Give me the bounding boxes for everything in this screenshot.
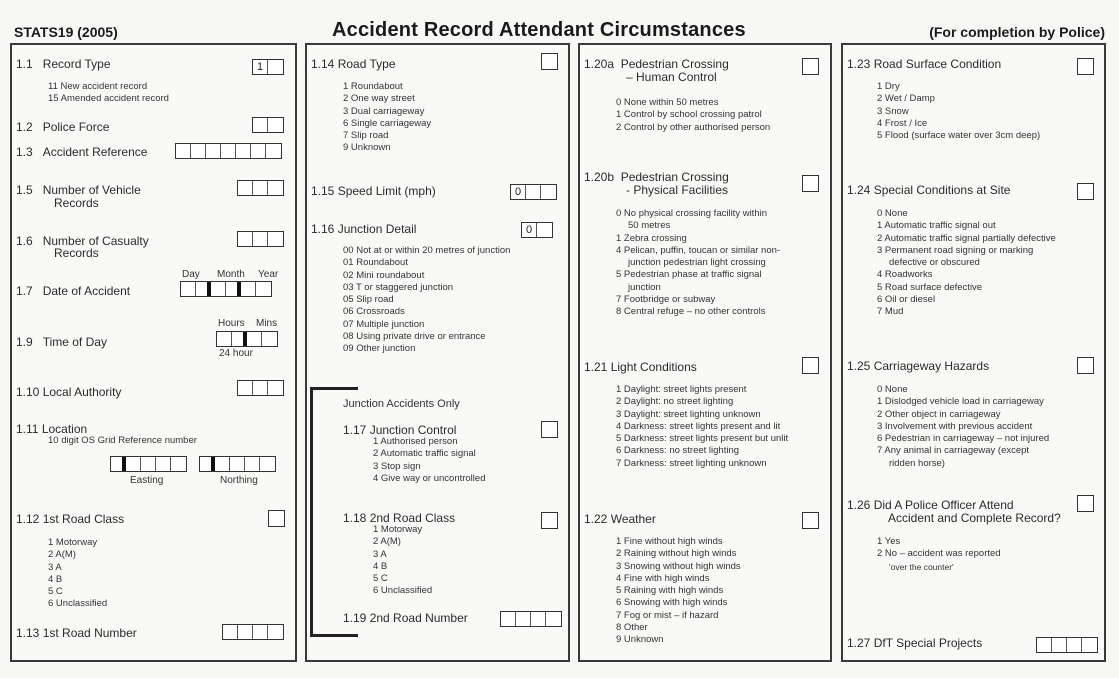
field-police-force-label: 1.2 Police Force: [16, 120, 110, 134]
ped-crossing-human-options: 0 None within 50 metres 1 Control by school crossing patrol 2 Control by other authorised person: [616, 97, 771, 133]
field-road-type-label: 1.14 Road Type: [311, 57, 396, 71]
time-24hour-note: 24 hour: [219, 348, 253, 359]
time-of-day-input[interactable]: [216, 331, 278, 347]
field-police-attend-label-2: Accident and Complete Record?: [888, 511, 1061, 525]
page-title: Accident Record Attendant Circumstances: [332, 19, 746, 41]
column-2: [305, 43, 570, 662]
field-local-authority-label: 1.10 Local Authority: [16, 385, 122, 399]
field-junction-control-label: 1.17 Junction Control: [343, 423, 457, 437]
carriageway-hazards-input[interactable]: [1077, 357, 1094, 374]
vehicle-records-input[interactable]: [237, 180, 284, 196]
time-hours-caption: Hours: [218, 318, 245, 329]
time-mins-caption: Mins: [256, 318, 278, 329]
field-junction-detail-label: 1.16 Junction Detail: [311, 222, 417, 236]
special-conditions-options: 0 None 1 Automatic traffic signal out 2 Automatic traffic signal partially defective 3 Permanent road signing or marking defective or obscured 4 Roadworks 5 Road surface defective 6 Oil or diesel 7 Mud: [877, 208, 1056, 318]
easting-input[interactable]: [110, 456, 187, 472]
light-conditions-input[interactable]: [802, 357, 819, 374]
column-3: [578, 43, 832, 662]
date-day-caption: Day: [182, 269, 200, 280]
field-location-label: 1.11 Location: [16, 422, 88, 436]
field-date-label: 1.7 Date of Accident: [16, 284, 131, 298]
field-ped-crossing-human-label-2: – Human Control: [626, 70, 717, 84]
road-surface-options: 1 Dry 2 Wet / Damp 3 Snow 4 Frost / Ice 5 Flood (surface water over 3cm deep): [877, 81, 1041, 142]
field-1st-road-class-label: 1.12 1st Road Class: [16, 512, 125, 526]
2nd-road-number-input[interactable]: [500, 611, 562, 627]
record-type-options: 11 New accident record 15 Amended accident record: [48, 81, 169, 105]
field-time-label: 1.9 Time of Day: [16, 335, 107, 349]
field-casualty-records-label-2: Records: [54, 246, 99, 260]
2nd-road-class-input[interactable]: [541, 512, 558, 529]
junction-control-options: 1 Authorised person 2 Automatic traffic signal 3 Stop sign 4 Give way or uncontrolled: [373, 436, 486, 484]
ped-crossing-human-input[interactable]: [802, 58, 819, 75]
road-surface-input[interactable]: [1077, 58, 1094, 75]
junction-accidents-heading: Junction Accidents Only: [343, 398, 460, 410]
date-month-caption: Month: [217, 269, 245, 280]
field-vehicle-records-label-2: Records: [54, 196, 99, 210]
dft-special-projects-input[interactable]: [1036, 637, 1098, 653]
casualty-records-input[interactable]: [237, 231, 284, 247]
field-2nd-road-class-label: 1.18 2nd Road Class: [343, 511, 456, 525]
2nd-road-class-options: 1 Motorway 2 A(M) 3 A 4 B 5 C 6 Unclassified: [373, 524, 433, 597]
local-authority-input[interactable]: [237, 380, 284, 396]
column-1: [10, 43, 297, 662]
field-weather-label: 1.22 Weather: [584, 512, 656, 526]
carriageway-hazards-options: 0 None 1 Dislodged vehicle load in carriageway 2 Other object in carriageway 3 Involvement with previous accident 6 Pedestrian in carriageway – not injured 7 Any animal in carriageway (except ridden horse): [877, 384, 1050, 469]
road-type-options: 1 Roundabout 2 One way street 3 Dual carriageway 6 Single carriageway 7 Slip road 9 Unknown: [343, 81, 432, 154]
1st-road-number-input[interactable]: [222, 624, 284, 640]
field-dft-special-projects-label: 1.27 DfT Special Projects: [847, 636, 983, 650]
northing-caption: Northing: [220, 475, 258, 486]
speed-limit-input[interactable]: 0: [510, 184, 557, 200]
1st-road-class-options: 1 Motorway 2 A(M) 3 A 4 B 5 C 6 Unclassified: [48, 537, 108, 610]
weather-options: 1 Fine without high winds 2 Raining without high winds 3 Snowing without high winds 4 Fine with high winds 5 Raining with high winds 6 Snowing with high winds 7 Fog or mist – if hazard 8 Other 9 Unknown: [616, 536, 741, 646]
1st-road-class-input[interactable]: [268, 510, 285, 527]
field-record-type-label: 1.1 Record Type: [16, 57, 111, 71]
field-speed-limit-label: 1.15 Speed Limit (mph): [311, 184, 436, 198]
weather-input[interactable]: [802, 512, 819, 529]
light-conditions-options: 1 Daylight: street lights present 2 Daylight: no street lighting 3 Daylight: street lighting unknown 4 Darkness: street lights present and lit 5 Darkness: street lights present but unlit 6 Darkness: no street lighting 7 Darkness: street lighting unknown: [616, 384, 789, 469]
field-ped-crossing-human-label: 1.20a Pedestrian Crossing: [584, 57, 729, 71]
accident-reference-input[interactable]: [175, 143, 282, 159]
easting-caption: Easting: [130, 475, 164, 486]
field-carriageway-hazards-label: 1.25 Carriageway Hazards: [847, 359, 990, 373]
field-vehicle-records-label: 1.5 Number of Vehicle: [16, 183, 141, 197]
date-year-caption: Year: [258, 269, 279, 280]
field-casualty-records-label: 1.6 Number of Casualty: [16, 234, 149, 248]
location-subtitle: 10 digit OS Grid Reference number: [48, 435, 197, 446]
completion-note: (For completion by Police): [929, 24, 1105, 40]
police-attend-options: 1 Yes 2 No – accident was reported 'over the counter': [877, 536, 1001, 572]
field-police-attend-label: 1.26 Did A Police Officer Attend: [847, 498, 1014, 512]
field-special-conditions-label: 1.24 Special Conditions at Site: [847, 183, 1011, 197]
police-force-input[interactable]: [252, 117, 284, 133]
police-attend-input[interactable]: [1077, 495, 1094, 512]
field-ped-crossing-physical-label-2: - Physical Facilities: [626, 183, 729, 197]
junction-detail-options: 00 Not at or within 20 metres of junction 01 Roundabout 02 Mini roundabout 03 T or staggered junction 05 Slip road 06 Crossroads 07 Multiple junction 08 Using private drive or entrance 09 Other junction: [343, 245, 511, 355]
column-4: [841, 43, 1106, 662]
record-type-input[interactable]: 1: [252, 59, 284, 75]
field-light-conditions-label: 1.21 Light Conditions: [584, 360, 697, 374]
date-of-accident-input[interactable]: [180, 281, 272, 297]
road-type-input[interactable]: [541, 53, 558, 70]
form-id: STATS19 (2005): [14, 24, 118, 40]
field-2nd-road-number-label: 1.19 2nd Road Number: [343, 611, 468, 625]
ped-crossing-physical-input[interactable]: [802, 175, 819, 192]
junction-detail-input[interactable]: 0: [521, 222, 553, 238]
junction-control-input[interactable]: [541, 421, 558, 438]
northing-input[interactable]: [199, 456, 276, 472]
field-ped-crossing-physical-label: 1.20b Pedestrian Crossing: [584, 170, 729, 184]
field-1st-road-number-label: 1.13 1st Road Number: [16, 626, 137, 640]
special-conditions-input[interactable]: [1077, 183, 1094, 200]
ped-crossing-physical-options: 0 No physical crossing facility within 50 metres 1 Zebra crossing 4 Pelican, puffin, toucan or similar non- junction pedestrian light crossing 5 Pedestrian phase at traffic signal junction 7 Footbridge or subway 8 Central refuge – no other controls: [616, 208, 781, 318]
field-road-surface-label: 1.23 Road Surface Condition: [847, 57, 1002, 71]
field-accident-reference-label: 1.3 Accident Reference: [16, 145, 148, 159]
